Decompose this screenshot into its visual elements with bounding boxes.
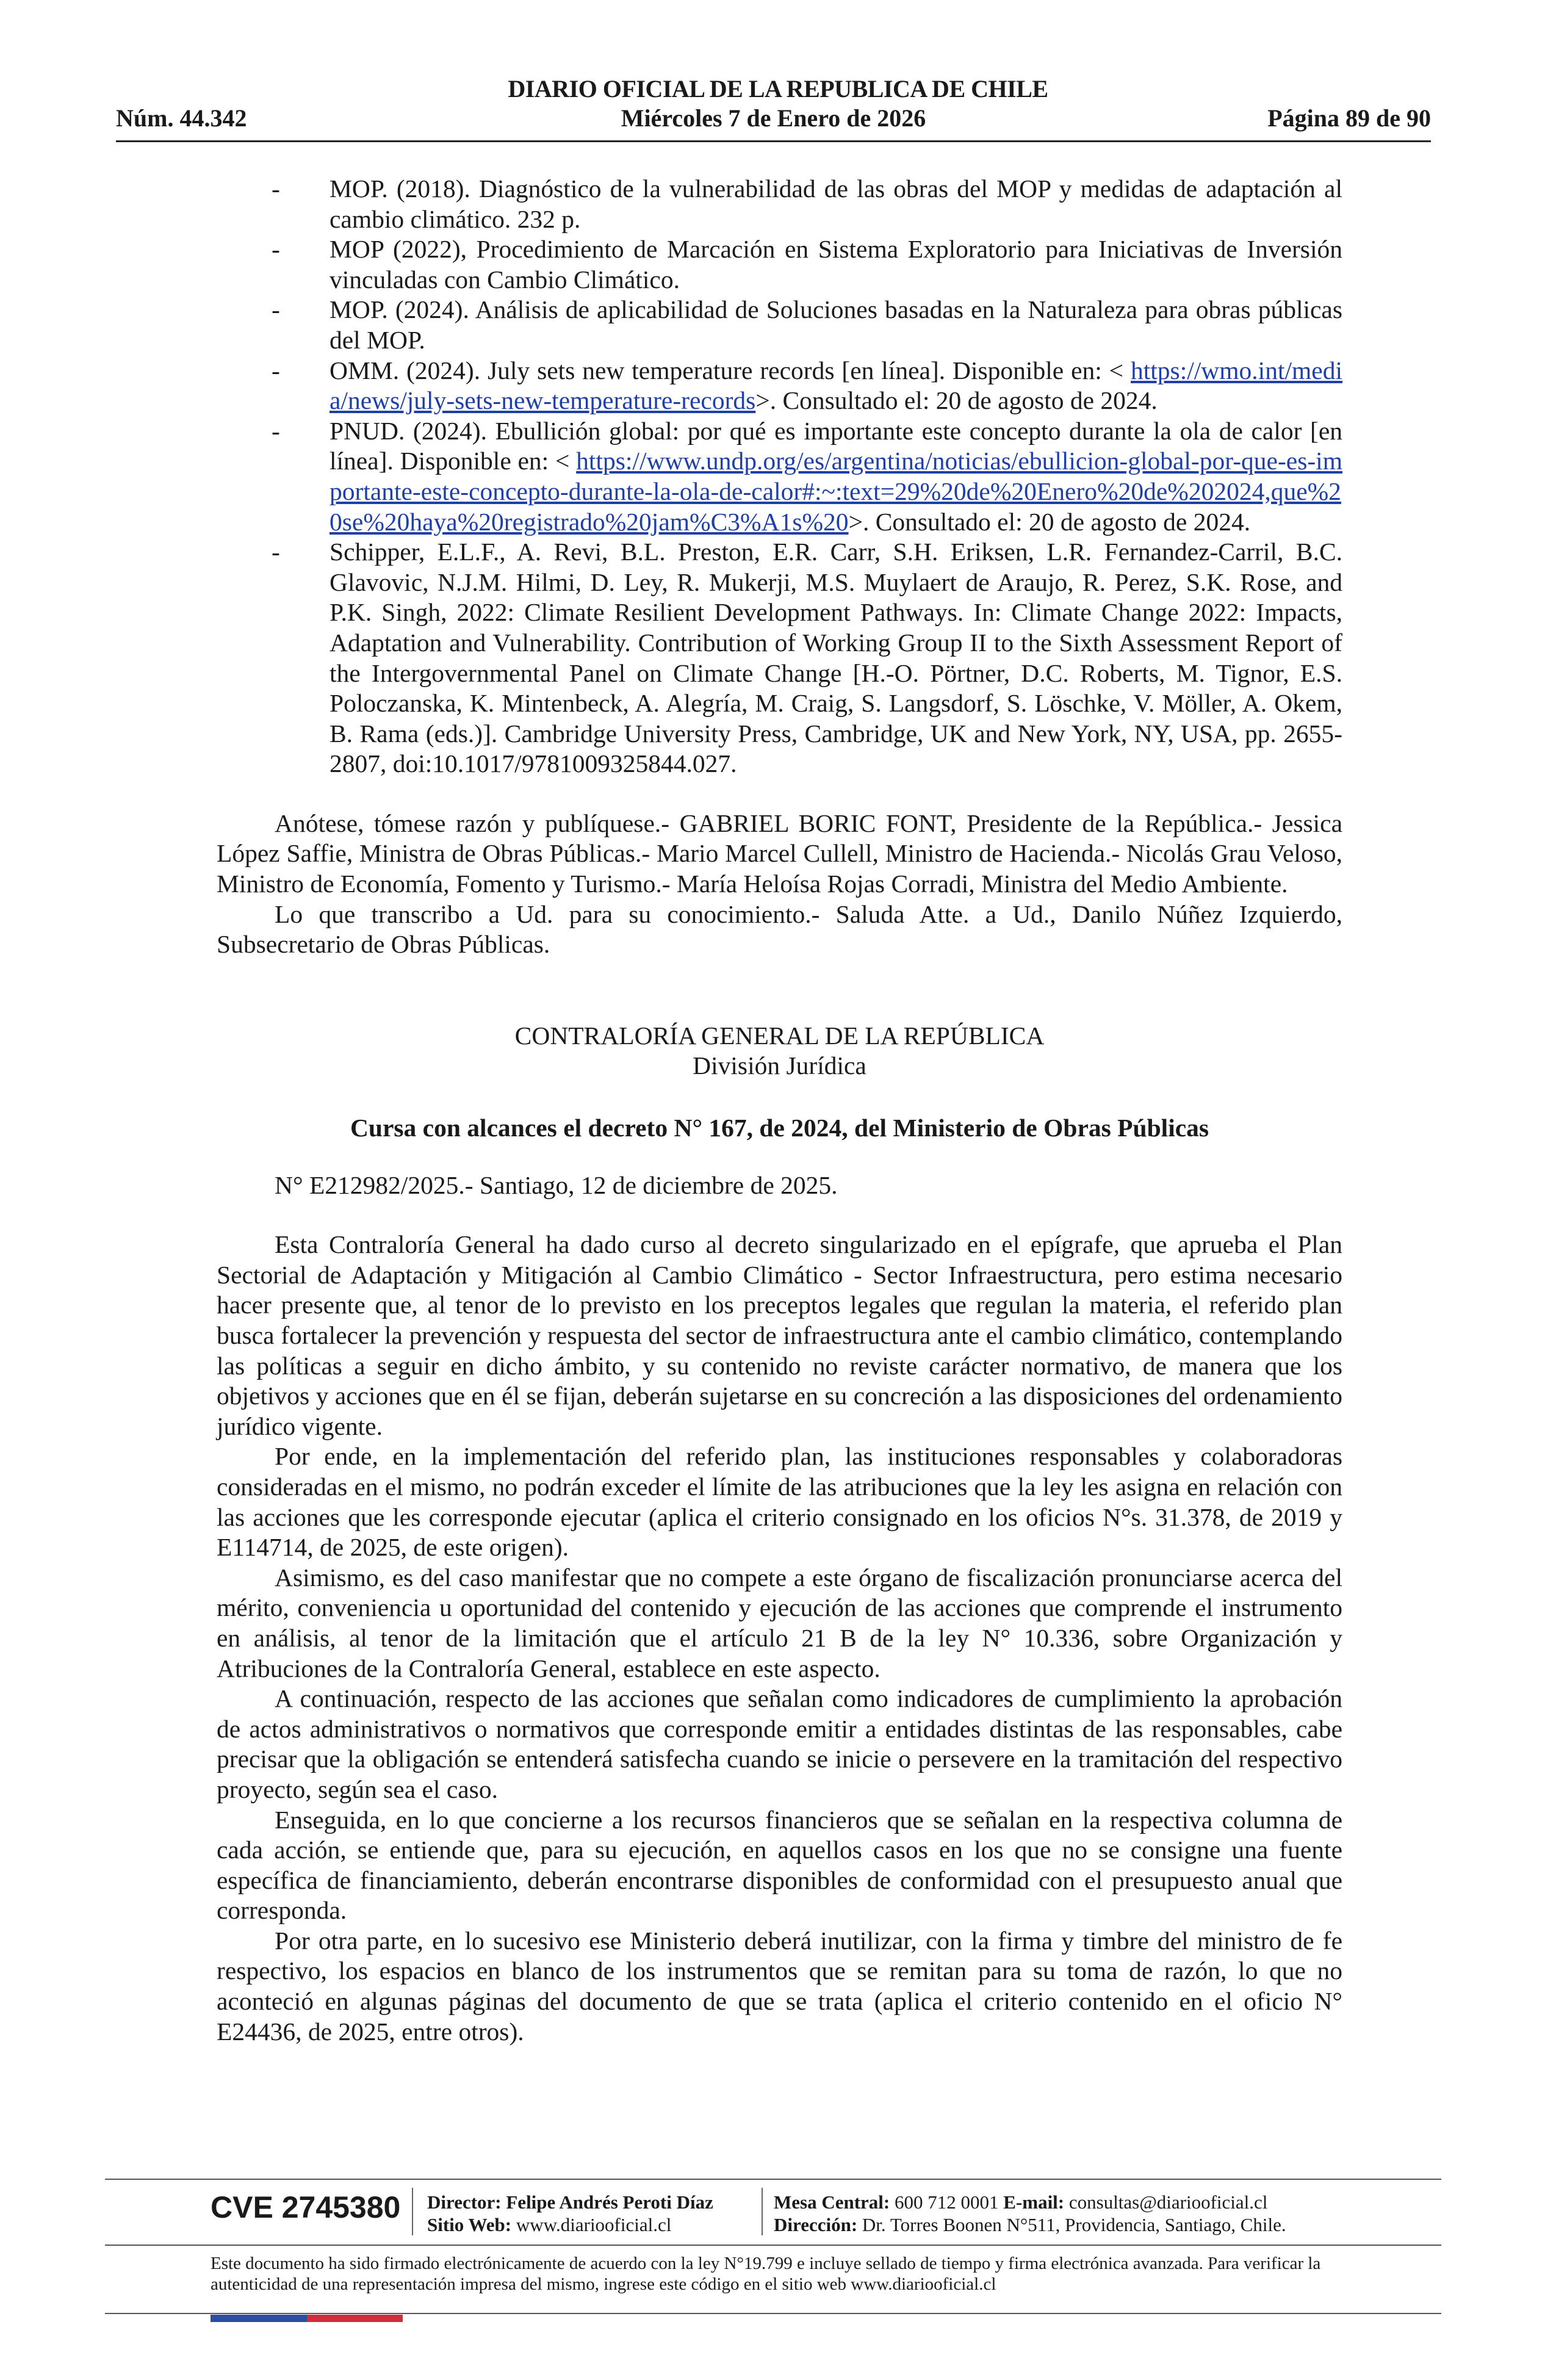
section-paragraph: Asimismo, es del caso manifestar que no compete a este órgano de fiscalización pronunciarse acerca del mérito, conveniencia u oportunidad del contenido y ejecución de las acciones que comprende el instrumento en análisis, al tenor de la limitación que el artículo 21 B de la ley N° 10.336, sobre Organización y Atribuciones de la Contraloría General, establece en este aspecto. [217,1563,1342,1682]
section-paragraph: A continuación, respecto de las acciones que señalan como indicadores de cumplimiento la aprobación de actos administrativos o normativos que corresponde emitir a entidades distintas de las responsables, cabe precisar que la obligación se entenderá satisfecha cuando se inicie o persevere en la tramitación del respectivo proyecto, según sea el caso. [217,1684,1342,1803]
footer-contact-block [774,2191,1286,2236]
reference-text: MOP. (2018). Diagnóstico de la vulnerabilidad de las obras del MOP y medidas de adaptación al cambio climático. 232 p. [330,175,1342,233]
section-paragraph: Por ende, en la implementación del referido plan, las instituciones responsables y colaboradoras consideradas en el mismo, no podrán exceder el límite de las atribuciones que la ley les asigna en relación con las acciones que les corresponde ejecutar (aplica el criterio consignado en los oficios N°s. 31.378, de 2019 y E114714, de 2025, de este origen). [217,1442,1342,1562]
bullet-dash: - [272,175,280,203]
closing-signatures: Anótese, tómese razón y publíquese.- GABRIEL BORIC FONT, Presidente de la República.- Jessica López Saffie, Ministra de Obras Públicas.- Mario Marcel Cullell, Ministro de Hacienda.- Nicolás Grau Veloso, Ministro de Economía, Fomento y Turismo.- María Heloísa Rojas Corradi, Ministra del Medio Ambiente. [217,809,1342,898]
section-title: Cursa con alcances el decreto N° 167, de 2024, del Ministerio de Obras Públicas [350,1114,1209,1142]
bullet-dash: - [272,235,280,264]
closing-transcription: Lo que transcribo a Ud. para su conocimiento.- Saluda Atte. a Ud., Danilo Núñez Izquierdo, Subsecretario de Obras Públicas. [217,900,1342,959]
director-label: Director: [427,2191,502,2213]
reference-text: Schipper, E.L.F., A. Revi, B.L. Preston, E.R. Carr, S.H. Eriksen, L.R. Fernandez-Carril, B.C. Glavovic, N.J.M. Hilmi, D. Ley, R. Mukerji, M.S. Muylaert de Araujo, R. Perez, S.K. Rose, and P.K. Singh, 2022: Climate Resilient Development Pathways. In: Climate Change 2022: Impacts, Adaptation and Vulnerability. Contribution of Working Group II to the Sixth Assessment Report of the Intergovernmental Panel on Climate Change [H.-O. Pörtner, D.C. Roberts, M. Tignor, E.S. Poloczanska, K. Mintenbeck, A. Alegría, M. Craig, S. Langsdorf, S. Löschke, V. Möller, A. Okem, B. Rama (eds.)]. Cambridge University Press, Cambridge, UK and New York, NY, USA, pp. 2655-2807, doi:10.1017/9781009325844.027. [330,538,1342,778]
footer-divider-middle [105,2245,1441,2246]
cve-code: CVE 2745380 [211,2190,401,2224]
header-row [116,104,1431,134]
section-paragraph: Esta Contraloría General ha dado curso al decreto singularizado en el epígrafe, que aprueba el Plan Sectorial de Adaptación y Mitigación al Cambio Climático - Sector Infraestructura, pero estima necesario hacer presente que, al tenor de lo previsto en los preceptos legales que regulan la materia, el referido plan busca fortalecer la prevención y respuesta del sector de infraestructura ante el cambio climático, contemplando las políticas a seguir en dicho ámbito, y su contenido no reviste carácter normativo, de manera que los objetivos y acciones que en él se fijan, deberán sujetarse en su concreción a las disposiciones del ordenamiento jurídico vigente. [217,1230,1342,1440]
footer-separator [762,2188,763,2235]
reference-item [217,174,1342,234]
issue-date: Miércoles 7 de Enero de 2026 [621,104,926,132]
footer-director-block [427,2191,713,2236]
address-text: Dr. Torres Boonen N°511, Providencia, Santiago, Chile. [862,2214,1286,2235]
section-number-line: N° E212982/2025.- Santiago, 12 de diciembre de 2025. [275,1170,838,1199]
footer-separator [412,2188,413,2235]
site-url[interactable]: www.diariooficial.cl [516,2214,672,2235]
reference-item [217,356,1342,416]
reference-text-before: PNUD. (2024). Ebullición global: por qué es importante este concepto durante la ola de calor [en línea]. Disponible en: < [330,416,1342,475]
reference-link-wmo[interactable]: https://wmo.int/media/news/july-sets-new-temperature-records [330,356,1342,415]
director-name: Felipe Andrés Peroti Díaz [506,2191,713,2213]
reference-text: MOP (2022), Procedimiento de Marcación en Sistema Exploratorio para Iniciativas de Inversión vinculadas con Cambio Climático. [330,235,1342,294]
central-phone: 600 712 0001 [895,2191,999,2213]
address-label: Dirección: [774,2214,858,2235]
document-body [217,174,1342,2047]
reference-text: MOP. (2024). Análisis de aplicabilidad de Soluciones basadas en la Naturaleza para obras públicas del MOP. [330,295,1342,354]
email-label: E-mail: [1003,2191,1065,2213]
footer-divider-top [105,2179,1441,2180]
email-address[interactable]: consultas@diariooficial.cl [1068,2191,1268,2213]
section-organization: CONTRALORÍA GENERAL DE LA REPÚBLICA [514,1021,1045,1050]
section-division: División Jurídica [693,1051,866,1080]
section-paragraph: Enseguida, en lo que concierne a los recursos financieros que se señalan en la respectiva columna de cada acción, se entiende que, para su ejecución, en aquellos casos en los que no se consigne una fuente específica de financiamiento, deberán encontrarse disponibles de conformidad con el presupuesto anual que corresponda. [217,1805,1342,1925]
bullet-dash: - [272,356,280,384]
bullet-dash: - [272,416,280,445]
section-paragraph: Por otra parte, en lo sucesivo ese Ministerio deberá inutilizar, con la firma y timbre del ministro de fe respectivo, los espacios en blanco de los instrumentos que se remitan para su toma de razón, lo que no aconteció en algunas páginas del documento de que se trata (aplica el criterio contenido en el oficio N° E24436, de 2025, entre otros). [217,1926,1342,2046]
site-label: Sitio Web: [427,2214,512,2235]
references-list [217,174,1342,779]
reference-item [217,295,1342,355]
reference-item [217,416,1342,537]
flag-blue-segment [211,2315,307,2322]
bullet-dash: - [272,538,280,566]
reference-item [217,234,1342,295]
reference-text-after: >. Consultado el: 20 de agosto de 2024. [755,386,1158,415]
footer-divider-bottom [105,2313,1441,2314]
issue-number: Núm. 44.342 [116,104,247,132]
publication-title: DIARIO OFICIAL DE LA REPUBLICA DE CHILE [508,75,1048,103]
flag-red-segment [307,2315,403,2322]
header-divider [116,140,1431,142]
reference-item [217,537,1342,779]
flag-stripe [211,2315,403,2322]
central-label: Mesa Central: [774,2191,890,2213]
reference-text-after: >. Consultado el: 20 de agosto de 2024. [848,507,1251,536]
page-number: Página 89 de 90 [1267,104,1431,132]
reference-text-before: OMM. (2024). July sets new temperature records [en línea]. Disponible en: < [330,356,1131,384]
bullet-dash: - [272,295,280,324]
verification-note: Este documento ha sido firmado electrónicamente de acuerdo con la ley N°19.799 e incluye sellado de tiempo y firma electrónica avanzada. Para verificar la autenticidad de una representación impresa del mismo, ingrese este código en el sitio web www.diariooficial.cl [211,2254,1321,2294]
reference-link-undp[interactable]: https://www.undp.org/es/argentina/noticias/ebullicion-global-por-que-es-importante-este-concepto-durante-la-ola-de-calor#:~:text=29%20de%20Enero%20de%202024,que%20se%20haya%20registrado%20jam%C3%A1s%20 [330,447,1342,536]
